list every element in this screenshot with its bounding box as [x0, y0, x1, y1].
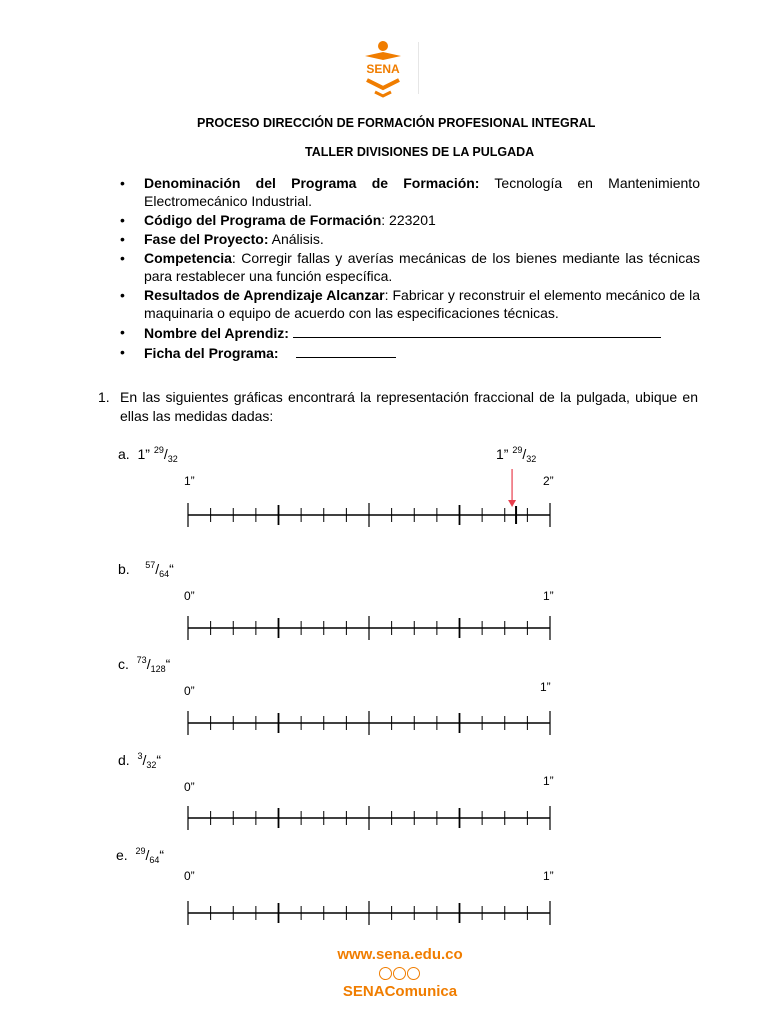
ruler-e	[180, 893, 552, 933]
item-tail: “	[159, 847, 165, 863]
item-numerator: 29	[153, 445, 164, 455]
answer-numerator: 29	[512, 445, 523, 455]
ruler-a-end-label: 2”	[543, 474, 554, 488]
ruler-a	[180, 495, 552, 535]
results-label: Resultados de Aprendizaje Alcanzar	[144, 287, 385, 303]
item-c-label: c. $^{73}/_{128}“$	[118, 655, 171, 674]
program-label: Denominación del Programa de Formación:	[144, 175, 480, 191]
item-letter: b.	[118, 561, 130, 577]
answer-arrowhead	[508, 500, 516, 507]
phase-value: Análisis.	[268, 231, 324, 247]
name-input-line[interactable]	[293, 323, 661, 338]
ruler-d-start-label: 0”	[184, 780, 195, 794]
item-tail: “	[169, 561, 174, 577]
sena-logo-icon	[355, 40, 411, 98]
footer-social-handle: SENAComunica	[342, 983, 458, 1000]
item-e-label: e. $^{29}/_{64}“$	[116, 846, 165, 865]
ruler-e-start-label: 0”	[184, 869, 195, 883]
ruler-c-end-label: 1”	[540, 680, 551, 694]
example-answer-label: 1” $^{29}/_{32}$	[496, 445, 537, 464]
ruler-b	[180, 608, 552, 648]
ruler-e-end-label: 1”	[543, 869, 554, 883]
ficha-label: Ficha del Programa:	[144, 345, 279, 361]
program-value: Tecnología en Mantenimiento Electromecánico Industrial.	[144, 175, 700, 209]
footer-url[interactable]: www.sena.edu.co	[337, 946, 463, 963]
ruler-a-start-label: 1”	[184, 474, 195, 488]
name-label: Nombre del Aprendiz:	[144, 325, 289, 341]
item-tail: “	[156, 752, 162, 768]
item-letter: e.	[116, 847, 128, 863]
footer-social[interactable]	[320, 966, 480, 1000]
code-value: : 223201	[381, 212, 436, 228]
sena-logo-text: SENA	[366, 62, 400, 76]
competence-value: : Corregir fallas y averías mecánicas de los bienes mediante las técnicas para restablecer una función específica.	[144, 250, 700, 284]
list-item	[120, 249, 700, 285]
question-1	[98, 388, 698, 426]
item-whole: 1”	[137, 446, 150, 462]
item-denominator: 32	[167, 454, 178, 464]
item-a-label: a. 1” $^{29}/_{32}$	[118, 445, 178, 464]
item-b-label: b. $^{57}/_{64}“$	[118, 560, 174, 579]
program-info-list	[120, 174, 700, 363]
ruler-b-start-label: 0”	[184, 589, 195, 603]
question-text: En las siguientes gráficas encontrará la representación fraccional de la pulgada, ubique en ellas las medidas dadas:	[120, 389, 698, 424]
item-tail: “	[165, 656, 171, 672]
item-numerator: 73	[136, 655, 147, 665]
ruler-d-end-label: 1”	[543, 774, 554, 788]
answer-denominator: 32	[526, 454, 537, 464]
document-subtitle: TALLER DIVISIONES DE LA PULGADA	[305, 145, 535, 159]
item-denominator: 32	[146, 760, 157, 770]
code-label: Código del Programa de Formación	[144, 212, 382, 228]
twitter-icon[interactable]	[379, 967, 392, 980]
list-item	[120, 211, 700, 229]
ruler-b-end-label: 1”	[543, 589, 554, 603]
competence-label: Competencia	[144, 250, 232, 266]
logo-divider	[418, 42, 419, 94]
item-numerator: 3	[137, 751, 143, 761]
ruler-c	[180, 703, 552, 743]
document-title: PROCESO DIRECCIÓN DE FORMACIÓN PROFESIONAL INTEGRAL	[197, 116, 596, 130]
list-item	[120, 343, 700, 362]
list-item	[120, 323, 700, 342]
item-letter: c.	[118, 656, 129, 672]
sena-logo	[355, 40, 411, 98]
answer-whole: 1”	[496, 446, 509, 462]
item-letter: a.	[118, 446, 130, 462]
item-d-label: d. $^3/_{32}“$	[118, 751, 162, 770]
item-denominator: 128	[150, 664, 166, 674]
list-item	[120, 174, 700, 210]
ruler-d	[180, 798, 552, 838]
item-numerator: 57	[145, 560, 156, 570]
item-denominator: 64	[159, 569, 170, 579]
item-denominator: 64	[149, 855, 160, 865]
item-letter: d.	[118, 752, 130, 768]
question-number: 1.	[98, 389, 110, 405]
ruler-c-start-label: 0”	[184, 684, 195, 698]
list-item	[120, 230, 700, 248]
ficha-input-line[interactable]	[296, 343, 396, 358]
results-value: : Fabricar y reconstruir el elemento mecánico de la maquinaria o equipo de acuerdo con las especificaciones técnicas.	[144, 287, 701, 321]
facebook-icon[interactable]	[407, 967, 420, 980]
item-numerator: 29	[135, 846, 146, 856]
phase-label: Fase del Proyecto:	[144, 231, 269, 247]
list-item	[120, 286, 700, 322]
instagram-icon[interactable]	[393, 967, 406, 980]
